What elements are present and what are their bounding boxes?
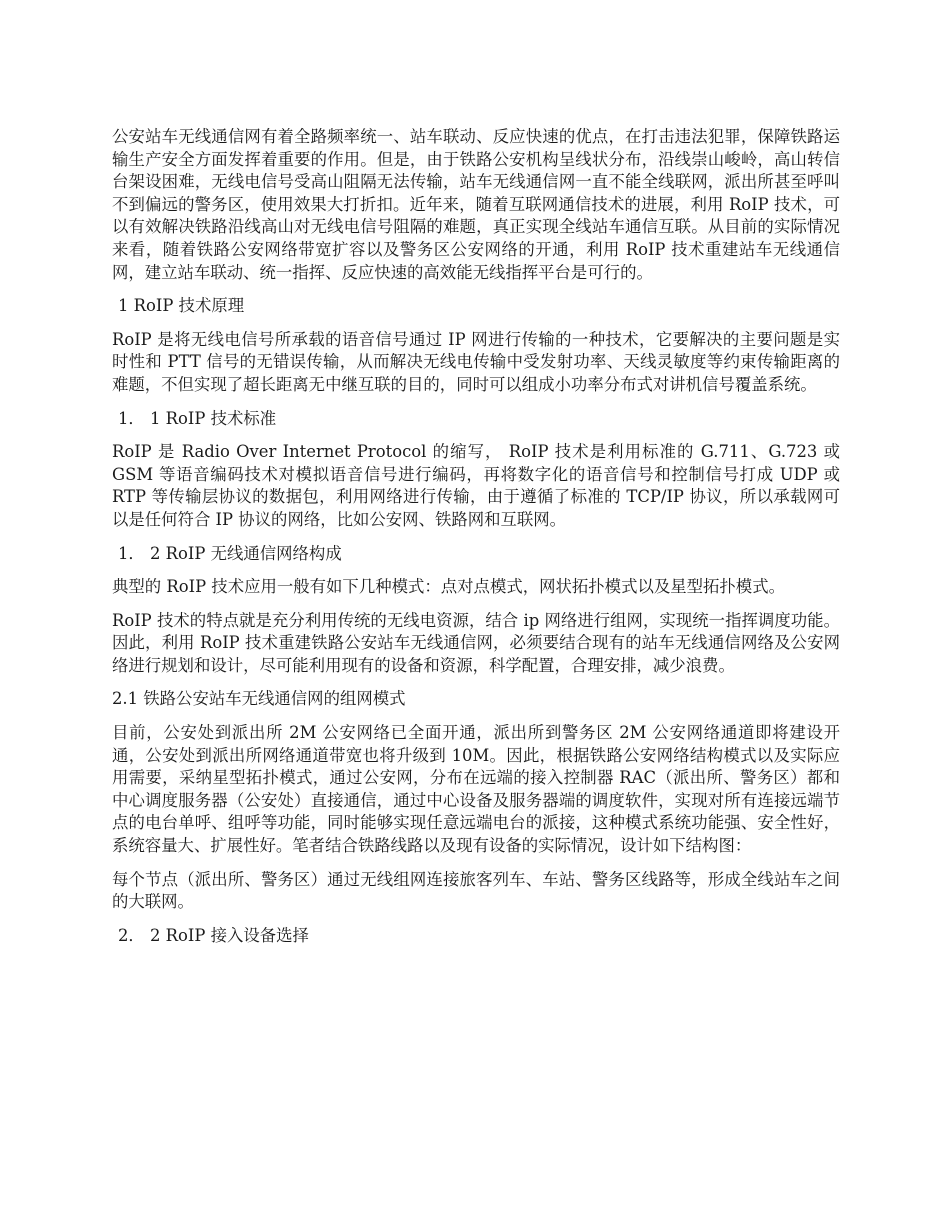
section-1-1-paragraph: RoIP 是 Radio Over Internet Protocol 的缩写， RoIP 技术是利用标准的 G.711、G.723 或 GSM 等语音编码技术对模拟语音信号进行编码，再将数字化的语音信号和控制信号打成 UDP 或 RTP 等传输层协议的数据包，利用网络进行传输，由于遵循了标准的 TCP/IP 协议，所以承载网可以是任何符合 IP 协议的网络，比如公安网、铁路网和互联网。	[112, 442, 840, 529]
document-page	[112, 126, 840, 958]
section-heading-1-2: 1． 2 RoIP 无线通信网络构成	[118, 543, 342, 563]
section-1-2-paragraph-a: 典型的 RoIP 技术应用一般有如下几种模式：点对点模式，网状拓扑模式以及星型拓扑模式。	[112, 577, 785, 597]
section-heading-1: 1 RoIP 技术原理	[118, 296, 245, 316]
section-2-1-paragraph-a: 目前，公安处到派出所 2M 公安网络已全面开通，派出所到警务区 2M 公安网络通道即将建设开通，公安处到派出所网络通道带宽也将升级到 10M。因此，根据铁路公安网络结构模式以及实际应用需要，采纳星型拓扑模式，通过公安网，分布在远端的接入控制器 RAC（派出所、警务区）都和中心调度服务器（公安处）直接通信，通过中心设备及服务器端的调度软件，实现对所有连接远端节点的电台单呼、组呼等功能，同时能够实现任意远端电台的派接，这种模式系统功能强、安全性好，系统容量大、扩展性好。笔者结合铁路线路以及现有设备的实际情况，设计如下结构图：	[112, 723, 840, 856]
section-2-1-paragraph-b: 每个节点（派出所、警务区）通过无线组网连接旅客列车、车站、警务区线路等，形成全线站车之间的大联网。	[112, 869, 840, 912]
section-heading-2-1: 2.1 铁路公安站车无线通信网的组网模式	[112, 689, 406, 709]
intro-paragraph: 公安站车无线通信网有着全路频率统一、站车联动、反应快速的优点，在打击违法犯罪，保障铁路运输生产安全方面发挥着重要的作用。但是，由于铁路公安机构呈线状分布，沿线崇山峻岭，高山转信台架设困难，无线电信号受高山阻隔无法传输，站车无线通信网一直不能全线联网，派出所甚至呼叫不到偏远的警务区，使用效果大打折扣。近年来，随着互联网通信技术的进展，利用 RoIP 技术，可以有效解决铁路沿线高山对无线电信号阻隔的难题，真正实现全线站车通信互联。从目前的实际情况来看，随着铁路公安网络带宽扩容以及警务区公安网络的开通，利用 RoIP 技术重建站车无线通信网，建立站车联动、统一指挥、反应快速的高效能无线指挥平台是可行的。	[112, 127, 840, 282]
section-heading-2-2: 2． 2 RoIP 接入设备选择	[118, 925, 309, 945]
section-heading-1-1: 1． 1 RoIP 技术标准	[118, 408, 277, 428]
section-1-paragraph: RoIP 是将无线电信号所承载的语音信号通过 IP 网进行传输的一种技术，它要解决的主要问题是实时性和 PTT 信号的无错误传输，从而解决无线电传输中受发射功率、天线灵敏度等约束传输距离的难题，不但实现了超长距离无中继互联的目的，同时可以组成小功率分布式对讲机信号覆盖系统。	[112, 329, 840, 394]
section-1-2-paragraph-b: RoIP 技术的特点就是充分利用传统的无线电资源，结合 ip 网络进行组网，实现统一指挥调度功能。因此，利用 RoIP 技术重建铁路公安站车无线通信网，必须要结合现有的站车无线通信网络及公安网络进行规划和设计，尽可能利用现有的设备和资源，科学配置，合理安排，减少浪费。	[112, 610, 840, 675]
